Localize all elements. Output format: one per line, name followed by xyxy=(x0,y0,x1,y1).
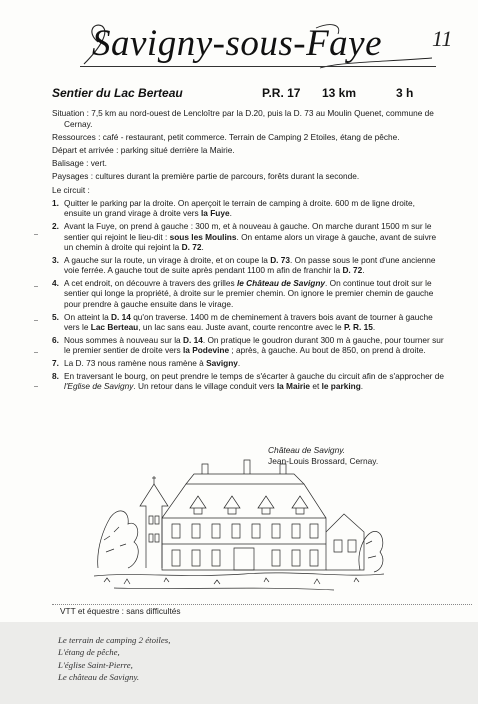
page-header xyxy=(80,18,440,76)
step-text: . xyxy=(201,242,204,253)
circuit-step xyxy=(52,358,444,369)
step-text: . On pratique le goudron durant 300 m à gauche, pour tourner sur le premier sentier de droite vers xyxy=(64,334,444,356)
step-text: . On entame alors un virage à gauche, avant de suivre un chemin à droite qui rejoint la xyxy=(64,231,437,253)
step-text: A gauche sur la route, un virage à droite, et on coupe la xyxy=(64,254,271,265)
paysages-paragraph xyxy=(52,171,444,182)
road-name: D. 14 xyxy=(111,311,131,322)
step-text: . On continue tout droit sur le sentier qui longe la propriété, à droite sur le premier chemin. On ignore le premier chemin de gauche pour prendre à gauche ensuite dans le virage. xyxy=(64,277,434,310)
road-name: D. 72 xyxy=(342,265,363,276)
place-name: Lac Berteau xyxy=(90,322,139,333)
step-text: La D. 73 nous ramène nous ramène à xyxy=(64,358,207,369)
step-number: 5. xyxy=(52,311,59,322)
margin-mark xyxy=(34,386,38,387)
legend-item: L'étang de pêche, xyxy=(58,647,120,658)
paysages-label: Paysages : xyxy=(52,171,94,182)
step-text: . xyxy=(229,208,232,219)
step-number: 6. xyxy=(52,334,59,345)
step-number: 8. xyxy=(52,370,59,381)
road-name: D. 14 xyxy=(182,334,203,345)
circuit-step xyxy=(52,371,444,392)
page-title: Savigny-sous-Faye xyxy=(92,23,383,64)
points-of-interest xyxy=(58,634,170,684)
step-text: Quitter le parking par la droite. On aperçoit le terrain de camping à droite. 600 m de ligne droite, ensuite un grand virage à droite vers xyxy=(64,197,415,219)
step-text: . xyxy=(360,381,364,392)
place-name: le Château de Savigny xyxy=(236,277,326,288)
circuit-heading: Le circuit : xyxy=(52,184,90,195)
step-number: 7. xyxy=(52,358,59,369)
place-name: la Podevine xyxy=(182,345,230,356)
step-number: 3. xyxy=(52,254,59,265)
legend-item: Le château de Savigny. xyxy=(58,672,140,683)
situation-label: Situation : xyxy=(52,108,89,118)
legend-item: Le terrain de camping 2 étoiles, xyxy=(58,635,171,645)
title-underline xyxy=(80,66,436,67)
place-name: la Fuye xyxy=(200,208,230,219)
circuit-step xyxy=(52,312,444,333)
step-text: Nous sommes à nouveau sur la xyxy=(64,334,183,345)
step-text: En traversant le bourg, on peut prendre le temps de s'écarter à gauche du circuit afin de s'approcher de xyxy=(64,370,444,381)
vtt-note xyxy=(60,606,181,616)
ressources-text: café - restaurant, petit commerce. Terrain de Camping 2 Etoiles, étang de pêche. xyxy=(102,131,400,142)
margin-mark xyxy=(34,320,38,321)
route-reference: P. R. 15 xyxy=(343,322,373,333)
step-number: 2. xyxy=(52,220,59,231)
vtt-label: VTT et équestre : xyxy=(60,606,124,616)
step-text: . xyxy=(372,322,376,333)
caption-title: Château de Savigny. xyxy=(268,445,346,455)
circuit-step xyxy=(52,278,444,310)
paysages-text: cultures durant la première partie de parcours, forêts durant la seconde. xyxy=(95,171,360,182)
balisage-text: vert. xyxy=(90,158,107,169)
step-text: . xyxy=(237,358,241,369)
step-text: qu'on traverse. 1400 m de cheminement à travers bois avant de tourner à gauche vers le xyxy=(64,311,433,333)
situation-paragraph xyxy=(52,108,444,129)
place-name: Savigny xyxy=(206,358,238,369)
circuit-step xyxy=(52,255,444,276)
step-text: A cet endroit, on découvre à travers des grilles xyxy=(64,277,237,288)
circuit-step xyxy=(52,335,444,356)
step-text: Avant la Fuye, on prend à gauche : 300 m, et à nouveau à gauche. On marche durant 1500 m sur le sentier qui rejoint le lieu-dit : xyxy=(64,220,432,242)
step-text: et xyxy=(310,381,322,392)
road-name: D. 73 xyxy=(270,254,291,265)
place-name: la Mairie xyxy=(276,381,311,392)
footer-divider xyxy=(52,604,472,605)
route-duration: 3 h xyxy=(396,86,414,100)
balisage-paragraph xyxy=(52,158,444,169)
margin-mark xyxy=(34,352,38,353)
circuit-step xyxy=(52,198,444,219)
ressources-label: Ressources : xyxy=(52,131,101,142)
margin-mark xyxy=(34,234,38,235)
caption-artist: Jean-Louis Brossard, Cernay. xyxy=(268,456,379,466)
step-text: . On passe sous le pont d'une ancienne voie ferrée. A gauche tout de suite après pendant 1100 m afin de franchir la xyxy=(64,254,436,276)
place-name: l'Eglise de Savigny xyxy=(64,381,134,392)
step-number: 1. xyxy=(52,197,59,208)
page-number: 11 xyxy=(432,26,453,51)
road-name: D. 72 xyxy=(181,242,202,253)
step-text: ; après, à gauche. Au bout de 850, on prend à droite. xyxy=(229,345,426,356)
step-text: . Un retour dans le village conduit vers xyxy=(133,381,277,392)
step-text: On atteint la xyxy=(64,311,112,322)
place-name: le parking xyxy=(321,381,361,392)
legend-item: L'église Saint-Pierre, xyxy=(58,659,133,670)
place-name: sous les Moulins xyxy=(169,231,237,242)
balisage-label: Balisage : xyxy=(52,158,89,169)
step-number: 4. xyxy=(52,277,59,288)
circuit-steps xyxy=(52,198,444,392)
margin-mark xyxy=(34,286,38,287)
depart-paragraph xyxy=(52,145,444,156)
circuit-step xyxy=(52,221,444,253)
route-distance: 13 km xyxy=(322,86,357,100)
chateau-sketch xyxy=(94,448,384,593)
vtt-text: sans difficultés xyxy=(123,606,181,616)
depart-text: parking situé derrière la Mairie. xyxy=(120,144,235,155)
step-text: . xyxy=(362,265,365,276)
step-text: , un lac sans eau. Juste avant, courte rencontre avec le xyxy=(138,322,344,333)
situation-text: 7,5 km au nord-ouest de Lencloître par la D.20, puis la D. 73 au Moulin Quenet, commune de Cernay. xyxy=(64,108,434,129)
ressources-paragraph xyxy=(52,132,444,143)
route-code: P.R. 17 xyxy=(262,86,301,100)
route-description xyxy=(52,108,444,394)
route-name: Sentier du Lac Berteau xyxy=(52,86,183,100)
depart-label: Départ et arrivée : xyxy=(52,144,119,155)
